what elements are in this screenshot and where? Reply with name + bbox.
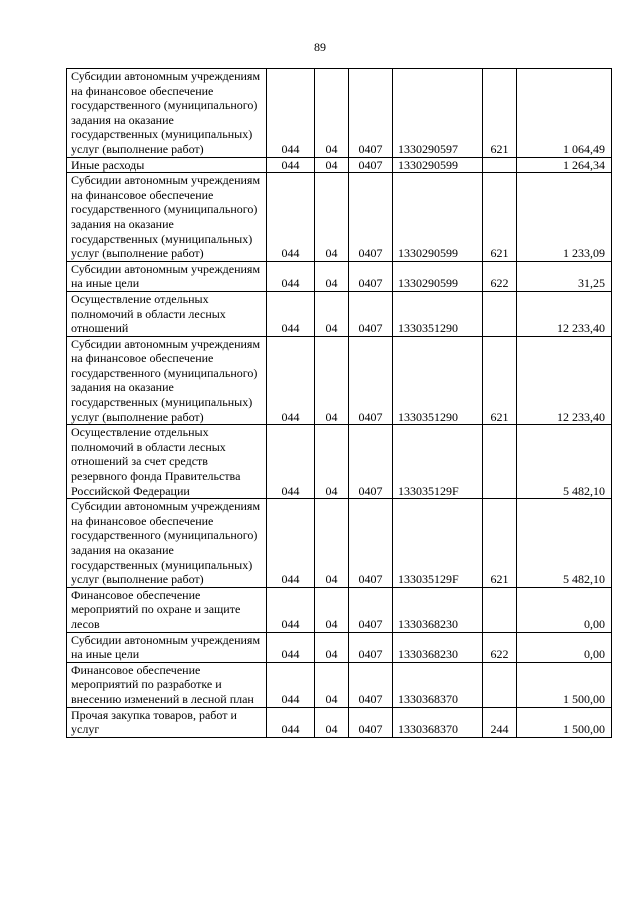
row-amount-cell: 0,00: [517, 587, 612, 632]
row-expense-type-cell: 244: [483, 707, 517, 737]
table-row: [67, 261, 612, 291]
row-target-article-cell: 1330290599: [393, 261, 483, 291]
row-target-article-cell: 1330290597: [393, 69, 483, 158]
row-subsection-cell: 0407: [349, 157, 393, 173]
row-admin-code-cell: 044: [267, 425, 315, 499]
row-subsection-cell: 0407: [349, 632, 393, 662]
row-expense-type-cell: [483, 291, 517, 336]
row-section-cell: 04: [315, 425, 349, 499]
row-subsection-cell: 0407: [349, 336, 393, 425]
row-admin-code-cell: 044: [267, 662, 315, 707]
table-row: [67, 632, 612, 662]
row-target-article-cell: 1330290599: [393, 157, 483, 173]
row-target-article-cell: 1330368230: [393, 587, 483, 632]
row-expense-type-cell: 622: [483, 261, 517, 291]
table-row: [67, 173, 612, 262]
page-number: 89: [314, 40, 326, 54]
row-amount-cell: 12 233,40: [517, 291, 612, 336]
row-subsection-cell: 0407: [349, 499, 393, 588]
row-expense-type-cell: 622: [483, 632, 517, 662]
row-admin-code-cell: 044: [267, 632, 315, 662]
table-row: [67, 499, 612, 588]
row-section-cell: 04: [315, 261, 349, 291]
row-expense-type-cell: 621: [483, 499, 517, 588]
row-target-article-cell: 1330351290: [393, 336, 483, 425]
row-section-cell: 04: [315, 662, 349, 707]
table-row: [67, 291, 612, 336]
row-section-cell: 04: [315, 707, 349, 737]
row-name-cell: Субсидии автономным учреждениям на финансовое обеспечение государственного (муниципального) задания на оказание государственных (муниципальных) услуг (выполнение работ): [67, 173, 267, 262]
table-row: [67, 425, 612, 499]
row-admin-code-cell: 044: [267, 707, 315, 737]
row-expense-type-cell: [483, 157, 517, 173]
row-name-cell: Прочая закупка товаров, работ и услуг: [67, 707, 267, 737]
row-admin-code-cell: 044: [267, 336, 315, 425]
row-name-cell: Субсидии автономным учреждениям на финансовое обеспечение государственного (муниципального) задания на оказание государственных (муниципальных) услуг (выполнение работ): [67, 336, 267, 425]
row-subsection-cell: 0407: [349, 261, 393, 291]
row-expense-type-cell: [483, 662, 517, 707]
row-expense-type-cell: [483, 425, 517, 499]
row-admin-code-cell: 044: [267, 69, 315, 158]
row-subsection-cell: 0407: [349, 707, 393, 737]
row-expense-type-cell: 621: [483, 336, 517, 425]
row-subsection-cell: 0407: [349, 587, 393, 632]
row-amount-cell: 0,00: [517, 632, 612, 662]
row-target-article-cell: 1330368230: [393, 632, 483, 662]
row-subsection-cell: 0407: [349, 173, 393, 262]
row-amount-cell: 12 233,40: [517, 336, 612, 425]
budget-table: [66, 68, 612, 738]
row-name-cell: Иные расходы: [67, 157, 267, 173]
table-row: [67, 69, 612, 158]
row-admin-code-cell: 044: [267, 499, 315, 588]
row-amount-cell: 5 482,10: [517, 425, 612, 499]
row-name-cell: Субсидии автономным учреждениям на финансовое обеспечение государственного (муниципального) задания на оказание государственных (муниципальных) услуг (выполнение работ): [67, 69, 267, 158]
row-expense-type-cell: 621: [483, 173, 517, 262]
row-name-cell: Финансовое обеспечение мероприятий по охране и защите лесов: [67, 587, 267, 632]
row-amount-cell: 1 500,00: [517, 707, 612, 737]
row-section-cell: 04: [315, 157, 349, 173]
table-row: [67, 587, 612, 632]
row-target-article-cell: 133035129F: [393, 499, 483, 588]
row-subsection-cell: 0407: [349, 69, 393, 158]
budget-table-body: [67, 69, 612, 738]
row-admin-code-cell: 044: [267, 587, 315, 632]
row-subsection-cell: 0407: [349, 662, 393, 707]
row-target-article-cell: 133035129F: [393, 425, 483, 499]
row-section-cell: 04: [315, 587, 349, 632]
row-admin-code-cell: 044: [267, 173, 315, 262]
row-amount-cell: 31,25: [517, 261, 612, 291]
row-name-cell: Финансовое обеспечение мероприятий по разработке и внесению изменений в лесной план: [67, 662, 267, 707]
row-subsection-cell: 0407: [349, 291, 393, 336]
row-expense-type-cell: [483, 587, 517, 632]
row-section-cell: 04: [315, 499, 349, 588]
table-row: [67, 707, 612, 737]
row-section-cell: 04: [315, 632, 349, 662]
row-admin-code-cell: 044: [267, 157, 315, 173]
row-target-article-cell: 1330290599: [393, 173, 483, 262]
row-amount-cell: 1 264,34: [517, 157, 612, 173]
row-amount-cell: 5 482,10: [517, 499, 612, 588]
row-expense-type-cell: 621: [483, 69, 517, 158]
row-admin-code-cell: 044: [267, 261, 315, 291]
row-target-article-cell: 1330368370: [393, 707, 483, 737]
row-amount-cell: 1 500,00: [517, 662, 612, 707]
row-name-cell: Субсидии автономным учреждениям на финансовое обеспечение государственного (муниципального) задания на оказание государственных (муниципальных) услуг (выполнение работ): [67, 499, 267, 588]
row-name-cell: Субсидии автономным учреждениям на иные цели: [67, 261, 267, 291]
table-row: [67, 662, 612, 707]
row-amount-cell: 1 233,09: [517, 173, 612, 262]
row-section-cell: 04: [315, 173, 349, 262]
row-amount-cell: 1 064,49: [517, 69, 612, 158]
row-section-cell: 04: [315, 69, 349, 158]
row-name-cell: Субсидии автономным учреждениям на иные цели: [67, 632, 267, 662]
row-name-cell: Осуществление отдельных полномочий в области лесных отношений: [67, 291, 267, 336]
row-section-cell: 04: [315, 291, 349, 336]
row-admin-code-cell: 044: [267, 291, 315, 336]
row-section-cell: 04: [315, 336, 349, 425]
table-row: [67, 336, 612, 425]
row-name-cell: Осуществление отдельных полномочий в области лесных отношений за счет средств резервного фонда Правительства Российской Федерации: [67, 425, 267, 499]
row-subsection-cell: 0407: [349, 425, 393, 499]
row-target-article-cell: 1330351290: [393, 291, 483, 336]
row-target-article-cell: 1330368370: [393, 662, 483, 707]
table-row: [67, 157, 612, 173]
